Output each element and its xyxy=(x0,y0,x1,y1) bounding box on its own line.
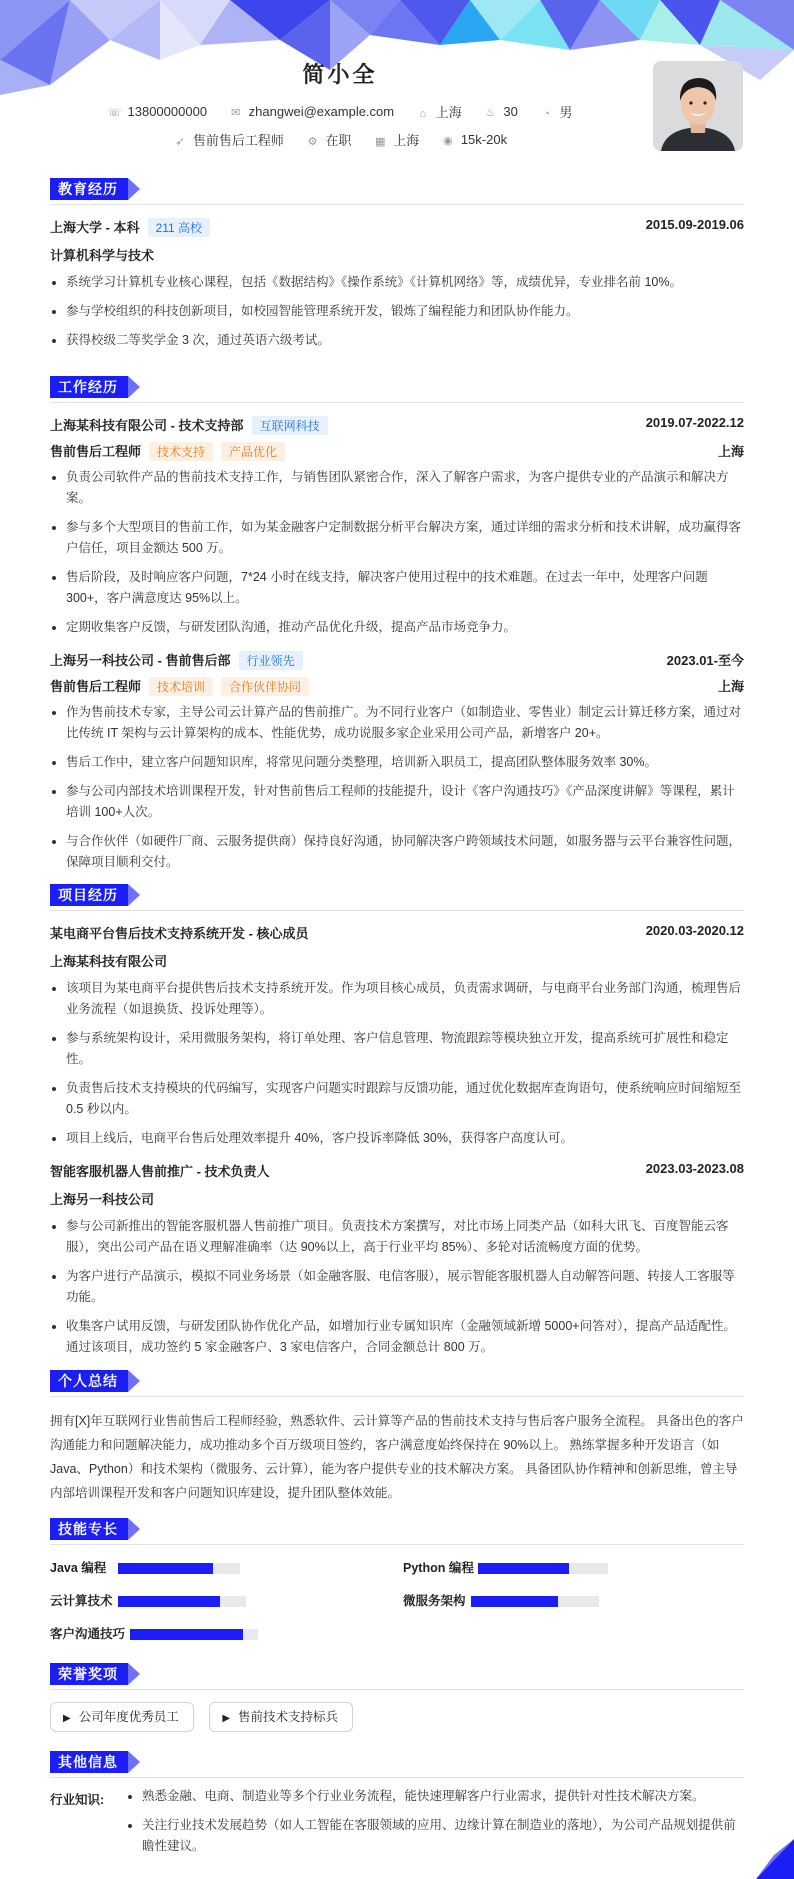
skill-name: 微服务架构 xyxy=(403,1594,466,1608)
job-skill-tag: 合作伙伴协同 xyxy=(221,677,309,696)
city-text: 上海 xyxy=(435,105,462,120)
major: 计算机科学与技术 xyxy=(50,248,155,263)
send-icon: ➶ xyxy=(175,136,185,148)
education-entry-head xyxy=(50,215,744,235)
list-item: • 熟悉金融、电商、制造业等多个行业业务流程，能快速理解客户行业需求，提供针对性技术解决方案。 xyxy=(142,1786,744,1807)
summary-section xyxy=(50,1370,744,1505)
job-duty-list xyxy=(50,702,744,873)
list-item: • 负责公司软件产品的售前技术支持工作，与销售团队紧密合作，深入了解客户需求，为客户提供专业的产品演示和解决方案。 xyxy=(66,467,744,509)
project-company: 上海另一科技公司 xyxy=(50,1192,155,1207)
other-section xyxy=(50,1751,744,1865)
list-item: • 参与公司内部技术培训课程开发，针对售前售后工程师的技能提升，设计《客户沟通技巧》《产品深度讲解》等课程，累计培训 100+人次。 xyxy=(66,781,744,823)
salary-item xyxy=(441,132,507,147)
skill-bar xyxy=(478,1563,608,1574)
project-title-tag: 项目经历 xyxy=(50,884,128,906)
job-duty-list xyxy=(50,467,744,638)
job-location: 上海 xyxy=(717,679,744,694)
salary-text: 15k-20k xyxy=(460,132,508,147)
job-info-row xyxy=(0,130,680,149)
education-period: 2015.09-2019.06 xyxy=(645,217,744,232)
list-item: • 作为售前技术专家，主导公司云计算产品的售前推广。为不同行业客户（如制造业、零售业）制定云计算迁移方案，通过对比传统 IT 架构与云计算架构的成本、性能优势，成功说服多家企业采用公司产品，新增客户 20+。 xyxy=(66,702,744,744)
job-role: 售前售后工程师 xyxy=(50,444,142,459)
skill-item-cloud xyxy=(50,1591,113,1611)
industry-knowledge-list xyxy=(126,1786,744,1857)
industry-knowledge xyxy=(50,1786,744,1857)
work-section-title xyxy=(50,376,744,403)
project-head xyxy=(50,1159,744,1179)
industry-knowledge-label: 行业知识: xyxy=(50,1793,105,1807)
skills-section xyxy=(50,1518,744,1653)
award-item xyxy=(50,1702,194,1732)
education-list xyxy=(50,272,744,351)
job-skill-tag: 技术培训 xyxy=(149,677,213,696)
email-text: zhangwei@example.com xyxy=(248,104,395,119)
job-role-row xyxy=(50,674,744,694)
skill-bar-fill xyxy=(130,1629,243,1640)
award-list xyxy=(50,1702,744,1732)
skill-item-java xyxy=(50,1558,106,1578)
cake-icon: ♨ xyxy=(485,107,496,119)
list-item: • 售后工作中，建立客户问题知识库，将常见问题分类整理，培训新入职员工，提高团队整体服务效率 30%。 xyxy=(66,752,744,773)
other-section-title xyxy=(50,1751,744,1778)
job-head xyxy=(50,413,744,433)
project-detail-list xyxy=(50,1216,744,1358)
awards-title-tag: 荣誉奖项 xyxy=(50,1663,128,1685)
skill-bar xyxy=(118,1596,246,1607)
list-item: • 参与多个大型项目的售前工作，如为某金融客户定制数据分析平台解决方案，通过详细的需求分析和技术讲解，成功赢得客户信任，项目金额达 500 万。 xyxy=(66,517,744,559)
list-item: • 关注行业技术发展趋势（如人工智能在客服领域的应用、边缘计算在制造业的落地），为公司产品规划提供前瞻性建议。 xyxy=(142,1815,744,1857)
summary-section-title xyxy=(50,1370,744,1397)
play-icon: ▶ xyxy=(63,1713,71,1724)
education-section-title xyxy=(50,178,744,205)
work-city-item xyxy=(373,130,419,149)
work-section xyxy=(50,376,744,881)
list-item: • 为客户进行产品演示，模拟不同业务场景（如金融客服、电信客服），展示智能客服机器人自动解答问题、转接人工客服等功能。 xyxy=(66,1266,744,1308)
job-skill-tag: 技术支持 xyxy=(149,442,213,461)
phone-text: 13800000000 xyxy=(127,104,208,119)
skill-bar-fill xyxy=(478,1563,569,1574)
skill-item-microservice xyxy=(403,1591,466,1611)
summary-title-tag: 个人总结 xyxy=(50,1370,128,1392)
job-head xyxy=(50,648,744,668)
project-head xyxy=(50,921,744,941)
project-name: 智能客服机器人售前推广 - 技术负责人 xyxy=(50,1164,270,1179)
skill-bar xyxy=(118,1563,240,1574)
position-item xyxy=(173,130,284,149)
email-icon: ✉ xyxy=(231,107,241,119)
work-city-text: 上海 xyxy=(393,133,420,148)
list-item: • 收集客户试用反馈，与研发团队协作优化产品，如增加行业专属知识库（金融领域新增 5000+问答对），提高产品适配性。通过该项目，成功签约 5 家金融客户、3 家电信客户，合同金额总计 800 万。 xyxy=(66,1316,744,1358)
corner-decoration xyxy=(734,1819,794,1879)
job-role-row xyxy=(50,439,744,459)
job-tag: 互联网科技 xyxy=(252,416,328,435)
avatar-portrait-icon xyxy=(653,61,743,151)
avatar xyxy=(653,61,743,151)
list-item: • 系统学习计算机专业核心课程，包括《数据结构》《操作系统》《计算机网络》等，成绩优异，专业排名前 10%。 xyxy=(66,272,744,293)
gender-icon: ◔ xyxy=(543,108,550,120)
job-period: 2023.01-至今 xyxy=(666,653,744,668)
list-item: • 该项目为某电商平台提供售后技术支持系统开发。作为项目核心成员，负责需求调研，与电商平台业务部门沟通，梳理售后业务流程（如退换货、投诉处理等）。 xyxy=(66,978,744,1020)
job-skill-tag: 产品优化 xyxy=(221,442,285,461)
job-company: 上海某科技有限公司 - 技术支持部 xyxy=(50,418,244,433)
job-company: 上海另一科技公司 - 售前售后部 xyxy=(50,653,231,668)
job-location: 上海 xyxy=(717,444,744,459)
skill-item-python xyxy=(403,1558,474,1578)
skill-bar-fill xyxy=(471,1596,558,1607)
job-role: 售前售后工程师 xyxy=(50,679,142,694)
project-section xyxy=(50,884,744,1366)
status-item xyxy=(306,130,352,149)
school-tag: 211 高校 xyxy=(148,218,210,237)
skill-name: 客户沟通技巧 xyxy=(50,1627,126,1641)
education-title-tag: 教育经历 xyxy=(50,178,128,200)
list-item: • 定期收集客户反馈，与研发团队沟通，推动产品优化升级，提高产品市场竞争力。 xyxy=(66,617,744,638)
skill-name: Python 编程 xyxy=(403,1561,474,1575)
list-item: • 参与学校组织的科技创新项目，如校园智能管理系统开发，锻炼了编程能力和团队协作能力。 xyxy=(66,301,744,322)
age-text: 30 xyxy=(503,104,518,119)
award-label: 公司年度优秀员工 xyxy=(78,1710,179,1724)
school-name: 上海大学 - 本科 xyxy=(50,220,140,235)
resume-header xyxy=(0,0,794,180)
project-period: 2020.03-2020.12 xyxy=(645,923,744,938)
skill-bar-fill xyxy=(118,1563,213,1574)
skill-bar xyxy=(130,1629,258,1640)
home-icon: ⌂ xyxy=(419,108,427,120)
phone-item xyxy=(108,104,208,119)
skill-bar-fill xyxy=(118,1596,220,1607)
skill-bar xyxy=(471,1596,599,1607)
work-title-tag: 工作经历 xyxy=(50,376,128,398)
education-section xyxy=(50,178,744,359)
award-item xyxy=(209,1702,353,1732)
list-item: • 与合作伙伴（如硬件厂商、云服务提供商）保持良好沟通，协同解决客户跨领域技术问题，如服务器与云平台兼容性问题，保障项目顺利交付。 xyxy=(66,831,744,873)
awards-section xyxy=(50,1663,744,1732)
building-icon: ▦ xyxy=(374,136,386,148)
project-company: 上海某科技有限公司 xyxy=(50,954,168,969)
age-item xyxy=(483,104,517,119)
job-tag: 行业领先 xyxy=(239,651,303,670)
award-label: 售前技术支持标兵 xyxy=(238,1710,339,1724)
list-item: • 参与公司新推出的智能客服机器人售前推广项目。负责技术方案撰写，对比市场上同类产品（如科大讯飞、百度智能云客服），突出公司产品在语义理解准确率（达 90%以上，高于行业平均 85%）、多轮对话流畅度方面的优势。 xyxy=(66,1216,744,1258)
status-text: 在职 xyxy=(325,133,352,148)
money-icon: ◉ xyxy=(443,135,453,147)
city-item xyxy=(416,102,462,121)
skill-name: 云计算技术 xyxy=(50,1594,113,1608)
list-item: • 项目上线后，电商平台售后处理效率提升 40%，客户投诉率降低 30%，获得客户高度认可。 xyxy=(66,1128,744,1149)
project-detail-list xyxy=(50,978,744,1149)
skills-title-tag: 技能专长 xyxy=(50,1518,128,1540)
position-text: 售前售后工程师 xyxy=(192,133,284,148)
skill-name: Java 编程 xyxy=(50,1561,107,1575)
play-icon: ▶ xyxy=(222,1713,231,1724)
list-item: • 参与系统架构设计，采用微服务架构，将订单处理、客户信息管理、物流跟踪等模块独立开发，提高系统可扩展性和稳定性。 xyxy=(66,1028,744,1070)
email-item xyxy=(229,104,394,119)
project-section-title xyxy=(50,884,744,911)
list-item: • 售后阶段，及时响应客户问题，7*24 小时在线支持，解决客户使用过程中的技术难题。在过去一年中，处理客户问题 300+，客户满意度达 95%以上。 xyxy=(66,567,744,609)
skill-item-communication xyxy=(50,1624,125,1644)
project-period: 2023.03-2023.08 xyxy=(645,1161,744,1176)
phone-icon: ☏ xyxy=(107,107,122,119)
awards-section-title xyxy=(50,1663,744,1690)
gear-icon: ⚙ xyxy=(307,136,318,148)
skills-section-title xyxy=(50,1518,744,1545)
gender-text: 男 xyxy=(559,105,573,120)
candidate-name: 简小全 xyxy=(302,62,378,87)
gender-item xyxy=(539,102,572,121)
list-item: • 获得校级二等奖学金 3 次，通过英语六级考试。 xyxy=(66,330,744,351)
other-title-tag: 其他信息 xyxy=(50,1751,128,1773)
list-item: • 负责售后技术支持模块的代码编写，实现客户问题实时跟踪与反馈功能，通过优化数据库查询语句，使系统响应时间缩短至 0.5 秒以内。 xyxy=(66,1078,744,1120)
contact-info-row xyxy=(0,102,680,121)
summary-text: 拥有[X]年互联网行业售前售后工程师经验，熟悉软件、云计算等产品的售前技术支持与售后客户服务全流程。 具备出色的客户沟通能力和问题解决能力，成功推动多个百万级项目签约，客户满意度始终保持在 90%以上。 熟练掌握多种开发语言（如 Java、Python）和技术架构（微服务、云计算），能为客户提供专业的技术解决方案。 具备团队协作精神和创新思维，曾主导内部培训课程开发和客户问题知识库建设，提升团队整体效能。 xyxy=(50,1414,744,1500)
job-period: 2019.07-2022.12 xyxy=(645,415,744,430)
project-name: 某电商平台售后技术支持系统开发 - 核心成员 xyxy=(50,926,309,941)
